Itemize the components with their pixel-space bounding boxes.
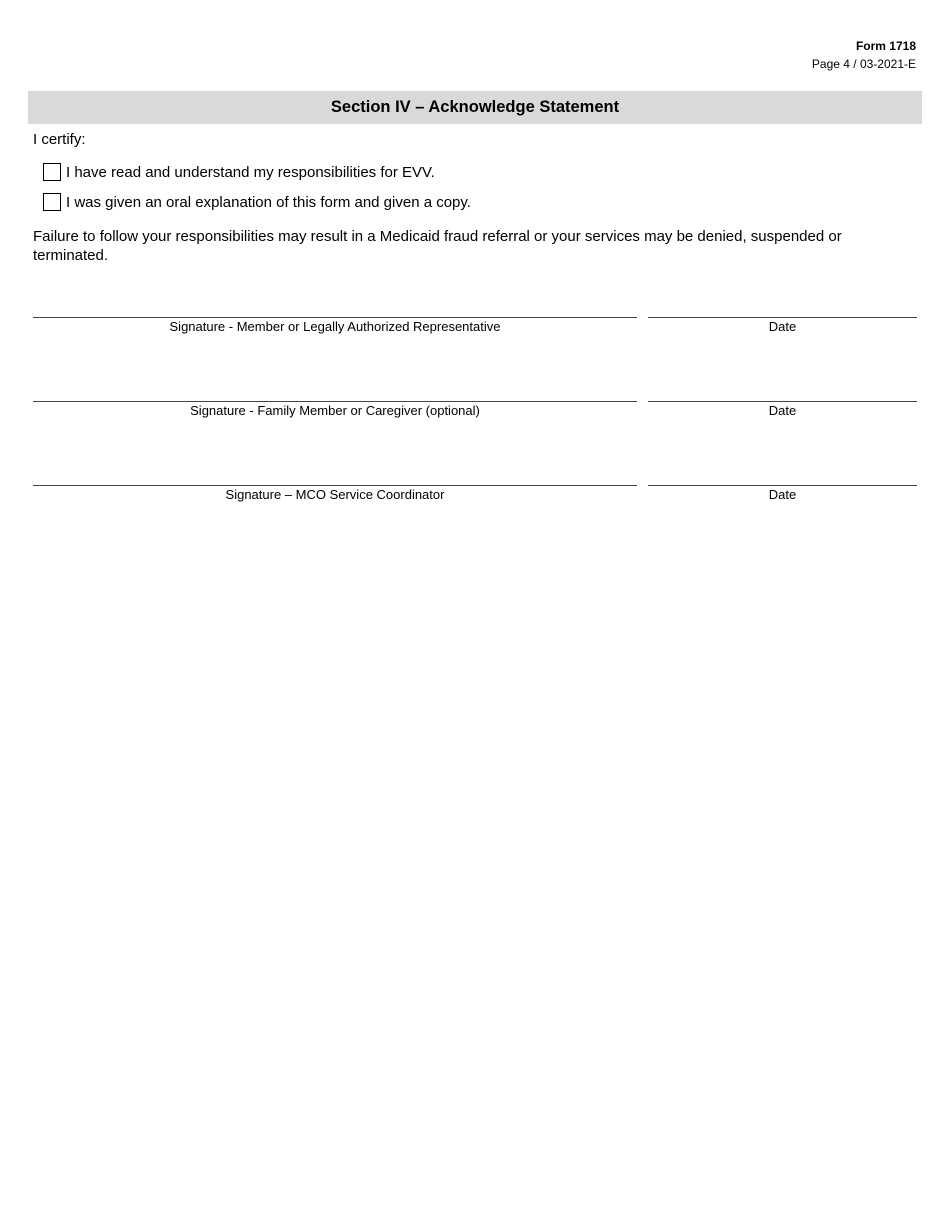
checkbox-row-read-responsibilities[interactable] [43,163,435,181]
checkbox-label: I was given an oral explanation of this form and given a copy. [66,193,471,211]
fraud-notice: Failure to follow your responsibilities may result in a Medicaid fraud referral or your services may be denied, suspended or terminated. [33,228,842,264]
section-title: Section IV – Acknowledge Statement [330,98,620,116]
checkbox[interactable] [43,163,61,181]
date-label-service-coordinator: Date [768,487,797,502]
checkbox[interactable] [43,193,61,211]
signature-label-service-coordinator: Signature – MCO Service Coordinator [225,487,445,502]
signature-line-service-coordinator[interactable] [33,485,637,486]
signature-line-member[interactable] [33,317,637,318]
date-line-member[interactable] [648,317,917,318]
signature-label-caregiver: Signature - Family Member or Caregiver (optional) [190,403,480,418]
page-info: Page 4 / 03-2021-E [811,57,916,71]
checkbox-label: I have read and understand my responsibilities for EVV. [66,163,435,181]
checkbox-row-oral-explanation[interactable] [43,193,471,211]
date-line-service-coordinator[interactable] [648,485,917,486]
form-number: Form 1718 [855,39,916,53]
date-label-caregiver: Date [768,403,797,418]
date-label-member: Date [768,319,797,334]
section-header [28,91,922,124]
signature-line-caregiver[interactable] [33,401,637,402]
certify-label: I certify: [33,131,86,148]
signature-label-member: Signature - Member or Legally Authorized Representative [169,319,501,334]
date-line-caregiver[interactable] [648,401,917,402]
